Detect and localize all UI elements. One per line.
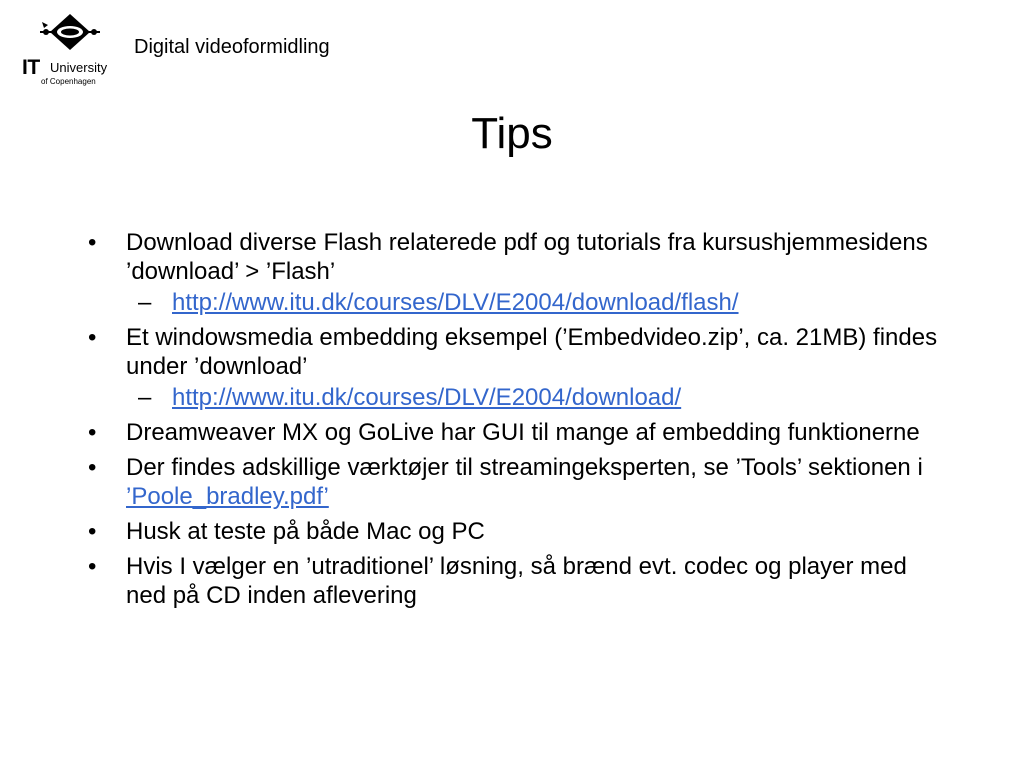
bullet-item [88,418,948,447]
sub-list [126,383,948,412]
bullet-text: Download diverse Flash relaterede pdf og tutorials fra kursushjemmesidens ’download’ > ’Flash’ [126,229,928,285]
bullet-text: Dreamweaver MX og GoLive har GUI til mange af embedding funktionerne [126,419,920,446]
flash-download-link[interactable]: http://www.itu.dk/courses/DLV/E2004/download/flash/ [172,289,739,316]
itu-emblem-icon [38,12,102,56]
sub-list [126,288,948,317]
sub-item [126,288,948,317]
bullet-item [88,552,948,610]
logo-university-text: University [50,60,108,75]
poole-bradley-pdf-link[interactable]: ’Poole_bradley.pdf’ [126,483,329,510]
bullet-item [88,323,948,412]
bullet-item [88,453,948,511]
itu-logo [22,12,118,92]
bullet-text: Hvis I vælger en ’utraditionel’ løsning, så brænd evt. codec og player med ned på CD inden aflevering [126,553,907,609]
logo-it-text: IT [22,56,40,79]
download-page-link[interactable]: http://www.itu.dk/courses/DLV/E2004/download/ [172,384,682,411]
bullet-item [88,228,948,317]
bullet-text: Husk at teste på både Mac og PC [126,518,485,545]
bullet-text: Der findes adskillige værktøjer til streamingeksperten, se ’Tools’ sektionen i [126,454,923,481]
bullet-item [88,517,948,546]
sub-item [126,383,948,412]
bullet-text: Et windowsmedia embedding eksempel (’Embedvideo.zip’, ca. 21MB) findes under ’download’ [126,324,938,380]
slide-title: Tips [471,109,553,158]
bullet-list [88,228,948,616]
course-name: Digital videoformidling [134,36,330,58]
logo-copenhagen-text: of Copenhagen [41,77,96,86]
